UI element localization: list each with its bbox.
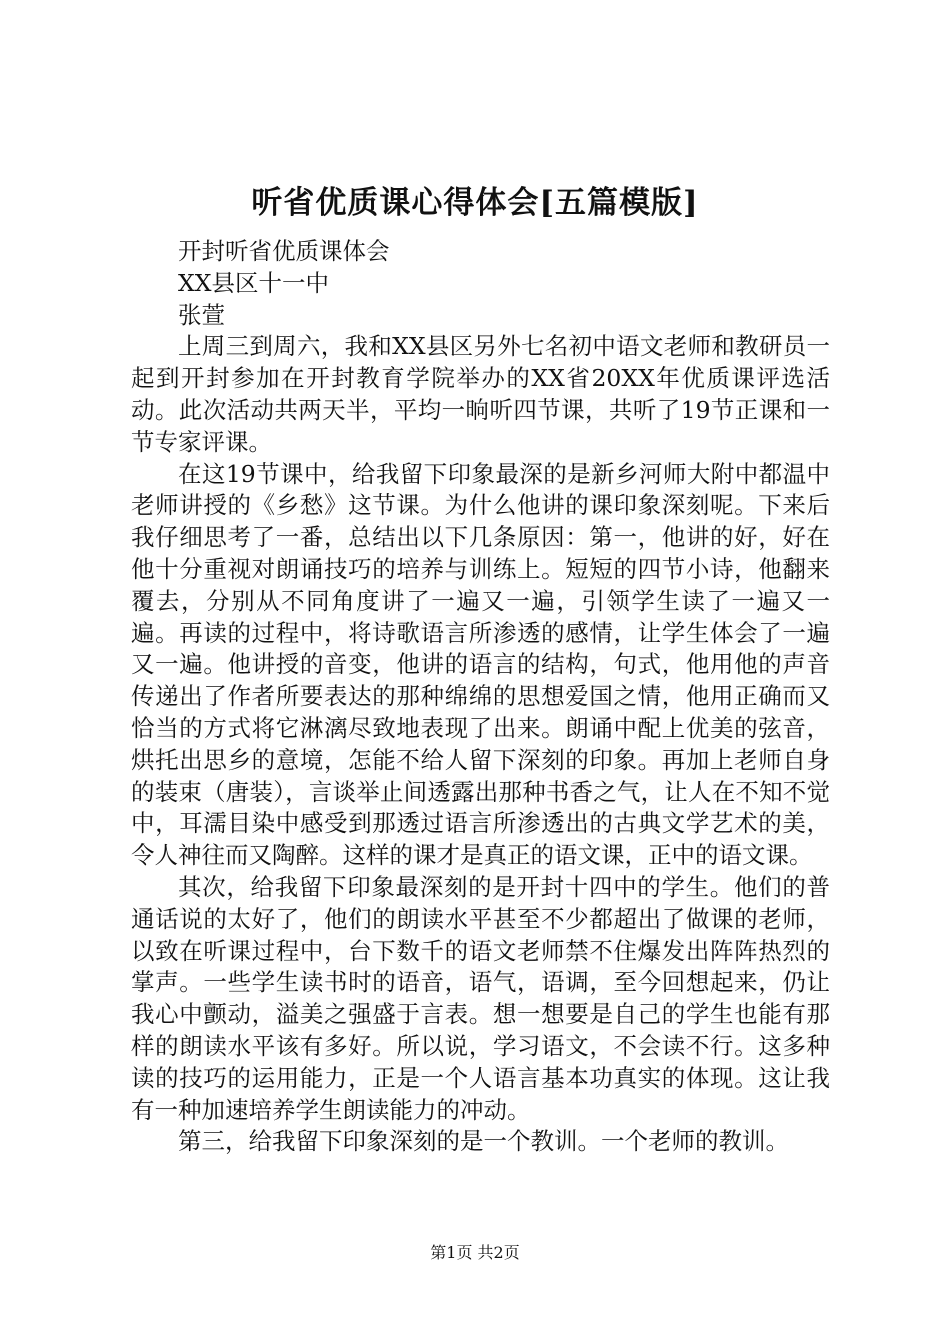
author-line: 张萱 xyxy=(178,300,225,329)
body-paragraph: 上周三到周六，我和XX县区另外七名初中语文老师和教研员一起到开封参加在开封教育学院举办的XX省20XX年优质课评选活动。此次活动共两天半，平均一晌听四节课，共听了19节正课和一节专家评课。 xyxy=(131,332,830,456)
subtitle-line: 开封听省优质课体会 xyxy=(178,237,390,265)
body-paragraph: 第三，给我留下印象深刻的是一个教训。一个老师的教训。 xyxy=(178,1127,789,1156)
body-paragraph: 在这19节课中，给我留下印象最深的是新乡河师大附中都温中老师讲授的《乡愁》这节课。为什么他讲的课印象深刻呢。下来后我仔细思考了一番，总结出以下几条原因：第一，他讲的好，好在他十分重视对朗诵技巧的培养与训练上。短短的四节小诗，他翻来覆去，分别从不同角度讲了一遍又一遍，引领学生读了一遍又一遍。再读的过程中，将诗歌语言所渗透的感情，让学生体会了一遍又一遍。他讲授的音变，他讲的语言的结构，句式，他用他的声音传递出了作者所要表达的那种绵绵的思想爱国之情，他用正确而又恰当的方式将它淋漓尽致地表现了出来。朗诵中配上优美的弦音，烘托出思乡的意境，怎能不给人留下深刻的印象。再加上老师自身的装束（唐装），言谈举止间透露出那种书香之气，让人在不知不觉中，耳濡目染中感受到那透过语言所渗透出的古典文学艺术的美，令人神往而又陶醉。这样的课才是真正的语文课，正中的语文课。 xyxy=(131,459,830,870)
page-number-footer: 第1页 共2页 xyxy=(430,1243,520,1262)
body-paragraph: 其次，给我留下印象最深刻的是开封十四中的学生。他们的普通话说的太好了，他们的朗读水平甚至不少都超出了做课的老师，以致在听课过程中，台下数千的语文老师禁不住爆发出阵阵热烈的掌声。一些学生读书时的语音，语气，语调，至今回想起来，仍让我心中颤动，溢美之强盛于言表。想一想要是自己的学生也能有那样的朗读水平该有多好。所以说，学习语文，不会读不行。这多种读的技巧的运用能力，正是一个人语言基本功真实的体现。这让我有一种加速培养学生朗读能力的冲动。 xyxy=(131,872,830,1124)
school-line: XX县区十一中 xyxy=(178,268,329,297)
document-title: 听省优质课心得体会[五篇模版] xyxy=(251,185,699,221)
document-body xyxy=(131,236,830,1158)
